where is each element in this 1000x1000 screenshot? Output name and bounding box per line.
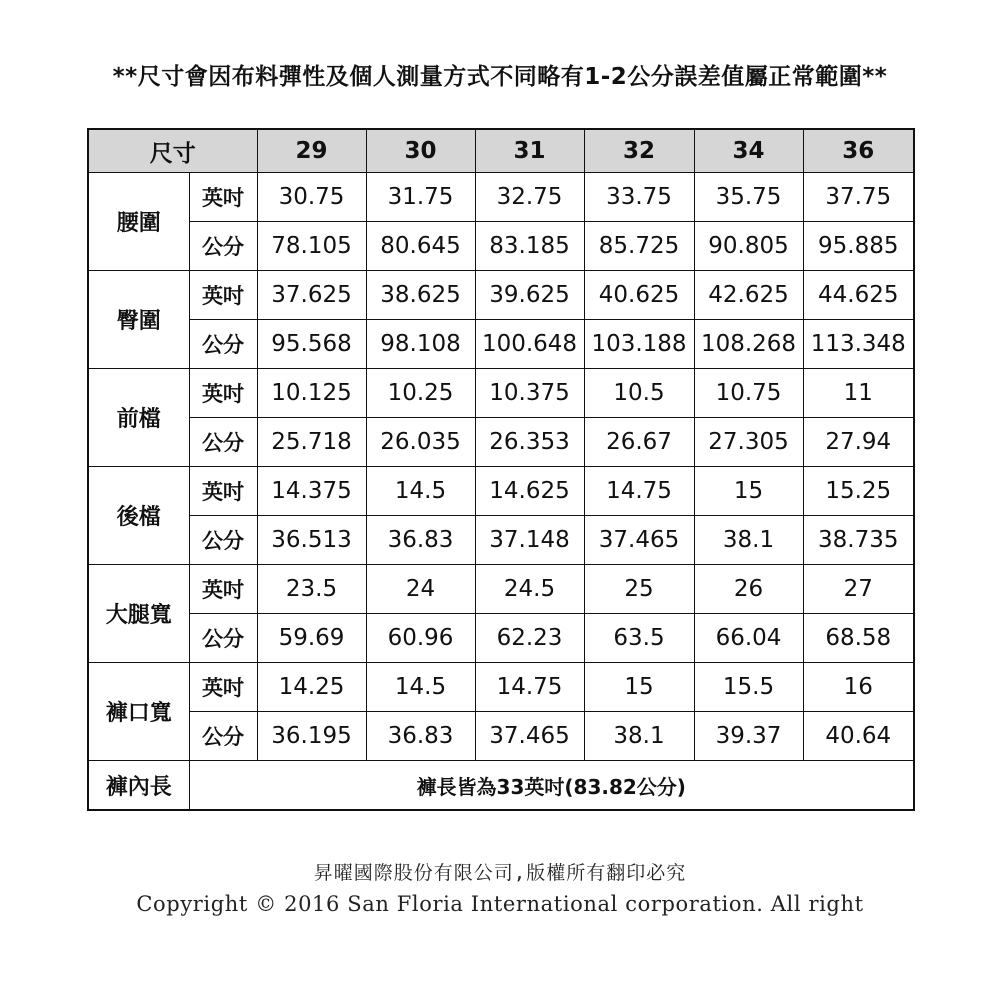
value-cell: 23.5 — [257, 565, 366, 614]
size-header-36: 36 — [803, 129, 914, 173]
unit-label-cm: 公分 — [189, 222, 257, 271]
unit-label-inch: 英吋 — [189, 467, 257, 516]
value-cell: 10.75 — [694, 369, 803, 418]
value-cell: 103.188 — [584, 320, 694, 369]
size-header-31: 31 — [475, 129, 584, 173]
value-cell: 83.185 — [475, 222, 584, 271]
value-cell: 11 — [803, 369, 914, 418]
value-cell: 27.94 — [803, 418, 914, 467]
value-cell: 95.568 — [257, 320, 366, 369]
unit-label-inch: 英吋 — [189, 369, 257, 418]
unit-label-inch: 英吋 — [189, 271, 257, 320]
value-cell: 10.375 — [475, 369, 584, 418]
value-cell: 14.625 — [475, 467, 584, 516]
size-table-body — [88, 173, 914, 811]
measurement-notice: **尺寸會因布料彈性及個人測量方式不同略有1-2公分誤差值屬正常範圍** — [112, 64, 888, 90]
back-rise-inch-row — [88, 467, 914, 516]
value-cell: 16 — [803, 663, 914, 712]
value-cell: 100.648 — [475, 320, 584, 369]
value-cell: 36.83 — [366, 516, 475, 565]
value-cell: 40.64 — [803, 712, 914, 761]
value-cell: 95.885 — [803, 222, 914, 271]
value-cell: 15 — [694, 467, 803, 516]
value-cell: 66.04 — [694, 614, 803, 663]
value-cell: 37.75 — [803, 173, 914, 222]
unit-label-cm: 公分 — [189, 418, 257, 467]
front-rise-inch-row — [88, 369, 914, 418]
leg-opening-label: 褲口寬 — [88, 663, 189, 761]
value-cell: 38.1 — [584, 712, 694, 761]
hip-inch-row — [88, 271, 914, 320]
value-cell: 26.353 — [475, 418, 584, 467]
value-cell: 36.195 — [257, 712, 366, 761]
inseam-row — [88, 761, 914, 811]
value-cell: 31.75 — [366, 173, 475, 222]
value-cell: 37.465 — [475, 712, 584, 761]
value-cell: 42.625 — [694, 271, 803, 320]
size-header-32: 32 — [584, 129, 694, 173]
hip-label: 臀圍 — [88, 271, 189, 369]
size-header-label: 尺寸 — [88, 129, 257, 173]
value-cell: 62.23 — [475, 614, 584, 663]
value-cell: 14.75 — [584, 467, 694, 516]
value-cell: 38.735 — [803, 516, 914, 565]
unit-label-cm: 公分 — [189, 614, 257, 663]
size-header-30: 30 — [366, 129, 475, 173]
value-cell: 37.465 — [584, 516, 694, 565]
value-cell: 44.625 — [803, 271, 914, 320]
unit-label-cm: 公分 — [189, 320, 257, 369]
value-cell: 27.305 — [694, 418, 803, 467]
value-cell: 40.625 — [584, 271, 694, 320]
thigh-cm-row — [88, 614, 914, 663]
value-cell: 80.645 — [366, 222, 475, 271]
value-cell: 26.67 — [584, 418, 694, 467]
value-cell: 15.25 — [803, 467, 914, 516]
value-cell: 30.75 — [257, 173, 366, 222]
value-cell: 37.148 — [475, 516, 584, 565]
value-cell: 85.725 — [584, 222, 694, 271]
waist-label: 腰圍 — [88, 173, 189, 271]
inseam-note: 褲長皆為33英吋(83.82公分) — [189, 761, 914, 811]
value-cell: 24 — [366, 565, 475, 614]
value-cell: 26 — [694, 565, 803, 614]
value-cell: 68.58 — [803, 614, 914, 663]
value-cell: 10.5 — [584, 369, 694, 418]
copyright-english: Copyright © 2016 San Floria International corporation. All right — [136, 892, 864, 916]
size-header-29: 29 — [257, 129, 366, 173]
front-rise-cm-row — [88, 418, 914, 467]
value-cell: 15.5 — [694, 663, 803, 712]
value-cell: 36.83 — [366, 712, 475, 761]
unit-label-inch: 英吋 — [189, 663, 257, 712]
value-cell: 37.625 — [257, 271, 366, 320]
value-cell: 25 — [584, 565, 694, 614]
value-cell: 63.5 — [584, 614, 694, 663]
hip-cm-row — [88, 320, 914, 369]
value-cell: 59.69 — [257, 614, 366, 663]
value-cell: 32.75 — [475, 173, 584, 222]
back-rise-cm-row — [88, 516, 914, 565]
back-rise-label: 後檔 — [88, 467, 189, 565]
value-cell: 14.5 — [366, 663, 475, 712]
value-cell: 10.125 — [257, 369, 366, 418]
value-cell: 10.25 — [366, 369, 475, 418]
leg-opening-cm-row — [88, 712, 914, 761]
unit-label-inch: 英吋 — [189, 173, 257, 222]
value-cell: 38.1 — [694, 516, 803, 565]
value-cell: 78.105 — [257, 222, 366, 271]
value-cell: 108.268 — [694, 320, 803, 369]
leg-opening-inch-row — [88, 663, 914, 712]
waist-cm-row — [88, 222, 914, 271]
value-cell: 15 — [584, 663, 694, 712]
value-cell: 38.625 — [366, 271, 475, 320]
value-cell: 14.75 — [475, 663, 584, 712]
value-cell: 98.108 — [366, 320, 475, 369]
value-cell: 36.513 — [257, 516, 366, 565]
value-cell: 35.75 — [694, 173, 803, 222]
value-cell: 14.375 — [257, 467, 366, 516]
value-cell: 14.5 — [366, 467, 475, 516]
value-cell: 90.805 — [694, 222, 803, 271]
value-cell: 33.75 — [584, 173, 694, 222]
size-chart-table — [87, 128, 915, 811]
value-cell: 39.37 — [694, 712, 803, 761]
value-cell: 24.5 — [475, 565, 584, 614]
size-header-34: 34 — [694, 129, 803, 173]
unit-label-cm: 公分 — [189, 712, 257, 761]
header-row — [88, 129, 914, 173]
value-cell: 26.035 — [366, 418, 475, 467]
front-rise-label: 前檔 — [88, 369, 189, 467]
unit-label-cm: 公分 — [189, 516, 257, 565]
value-cell: 14.25 — [257, 663, 366, 712]
value-cell: 60.96 — [366, 614, 475, 663]
value-cell: 39.625 — [475, 271, 584, 320]
waist-inch-row — [88, 173, 914, 222]
value-cell: 113.348 — [803, 320, 914, 369]
unit-label-inch: 英吋 — [189, 565, 257, 614]
thigh-inch-row — [88, 565, 914, 614]
inseam-label: 褲內長 — [88, 761, 189, 811]
value-cell: 25.718 — [257, 418, 366, 467]
copyright-chinese: 昇曜國際股份有限公司,版權所有翻印必究 — [313, 862, 687, 884]
thigh-label: 大腿寬 — [88, 565, 189, 663]
value-cell: 27 — [803, 565, 914, 614]
